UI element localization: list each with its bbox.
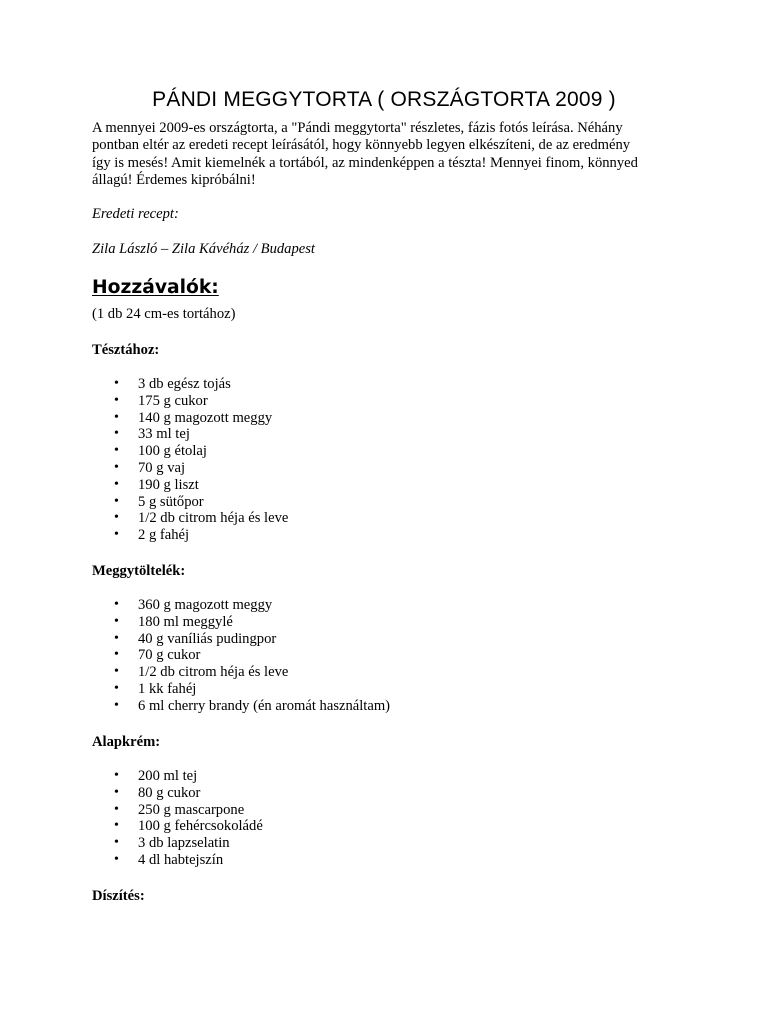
list-item [92,410,288,427]
serving-note: (1 db 24 cm-es tortához) [92,306,236,322]
ingredient-text: 2 g fahéj [138,527,190,544]
ingredients-heading: Hozzávalók: [92,277,219,298]
list-item [92,852,263,869]
ingredient-text: 40 g vaníliás pudingpor [138,630,277,647]
list-item [92,376,288,393]
recipe-author: Zila László – Zila Kávéház / Budapest [92,241,315,257]
ingredient-text: 33 ml tej [138,426,190,443]
bullet-icon: • [114,392,119,408]
ingredient-list-cherry-filling [92,597,390,715]
list-item [92,597,390,614]
list-item [92,768,263,785]
list-item [92,835,263,852]
ingredient-text: 70 g cukor [138,647,201,664]
list-item [92,614,390,631]
ingredient-text: 140 g magozott meggy [138,409,273,426]
ingredient-text: 100 g étolaj [138,443,207,460]
bullet-icon: • [114,664,119,680]
original-recipe-label: Eredeti recept: [92,206,179,222]
ingredient-list-base-cream [92,768,263,869]
ingredient-text: 200 ml tej [138,768,198,784]
ingredient-text: 100 g fehércsokoládé [138,818,263,835]
bullet-icon: • [114,680,119,696]
intro-line: állagú! Érdemes kipróbálni! [92,171,256,188]
ingredient-text: 70 g vaj [138,459,186,476]
bullet-icon: • [114,818,119,834]
bullet-icon: • [114,613,119,629]
ingredient-text: 3 db lapzselatin [138,835,230,852]
list-item [92,698,390,715]
list-item [92,818,263,835]
ingredient-text: 1 kk fahéj [138,680,197,697]
intro-line: A mennyei 2009-es országtorta, a "Pándi meggytorta" részletes, fázis fotós leírása. Néhány [92,120,623,136]
ingredient-text: 3 db egész tojás [138,376,231,392]
intro-line: pontban eltér az eredeti recept leírásától, hogy könnyebb legyen elkészíteni, de az eredmény [92,137,631,154]
ingredient-text: 250 g mascarpone [138,801,245,818]
ingredient-text: 4 dl habtejszín [138,851,224,868]
bullet-icon: • [114,493,119,509]
ingredient-text: 1/2 db citrom héja és leve [138,510,289,527]
bullet-icon: • [114,851,119,867]
intro-paragraph [92,120,692,189]
ingredient-text: 360 g magozott meggy [138,597,273,613]
list-item [92,631,390,648]
ingredient-text: 80 g cukor [138,784,201,801]
bullet-icon: • [114,835,119,851]
section-label-dough: Tésztához: [92,342,160,358]
bullet-icon: • [114,459,119,475]
ingredient-text: 5 g sütőpor [138,493,204,510]
list-item [92,477,288,494]
bullet-icon: • [114,630,119,646]
bullet-icon: • [114,376,119,391]
bullet-icon: • [114,768,119,783]
ingredient-text: 190 g liszt [138,476,199,493]
bullet-icon: • [114,801,119,817]
list-item [92,785,263,802]
list-item [92,527,288,544]
bullet-icon: • [114,784,119,800]
bullet-icon: • [114,409,119,425]
list-item [92,426,288,443]
list-item [92,393,288,410]
bullet-icon: • [114,597,119,612]
list-item [92,494,288,511]
ingredient-text: 175 g cukor [138,392,208,409]
list-item [92,664,390,681]
list-item [92,510,288,527]
bullet-icon: • [114,476,119,492]
list-item [92,681,390,698]
intro-line: így is mesés! Amit kiemelnék a tortából, az mindenképpen a tészta! Mennyei finom, könnyed [92,154,638,171]
bullet-icon: • [114,426,119,442]
section-label-decoration: Díszítés: [92,888,145,904]
list-item [92,802,263,819]
bullet-icon: • [114,647,119,663]
bullet-icon: • [114,527,119,543]
section-label-cherry-filling: Meggytöltelék: [92,563,186,579]
list-item [92,460,288,477]
list-item [92,647,390,664]
ingredient-list-dough [92,376,288,544]
recipe-title: PÁNDI MEGGYTORTA ( ORSZÁGTORTA 2009 ) [152,88,616,111]
section-label-base-cream: Alapkrém: [92,734,161,750]
ingredient-text: 180 ml meggylé [138,613,233,630]
ingredient-text: 1/2 db citrom héja és leve [138,664,289,681]
ingredient-text: 6 ml cherry brandy (én aromát használtam) [138,697,391,714]
bullet-icon: • [114,443,119,459]
list-item [92,443,288,460]
bullet-icon: • [114,510,119,526]
bullet-icon: • [114,697,119,713]
